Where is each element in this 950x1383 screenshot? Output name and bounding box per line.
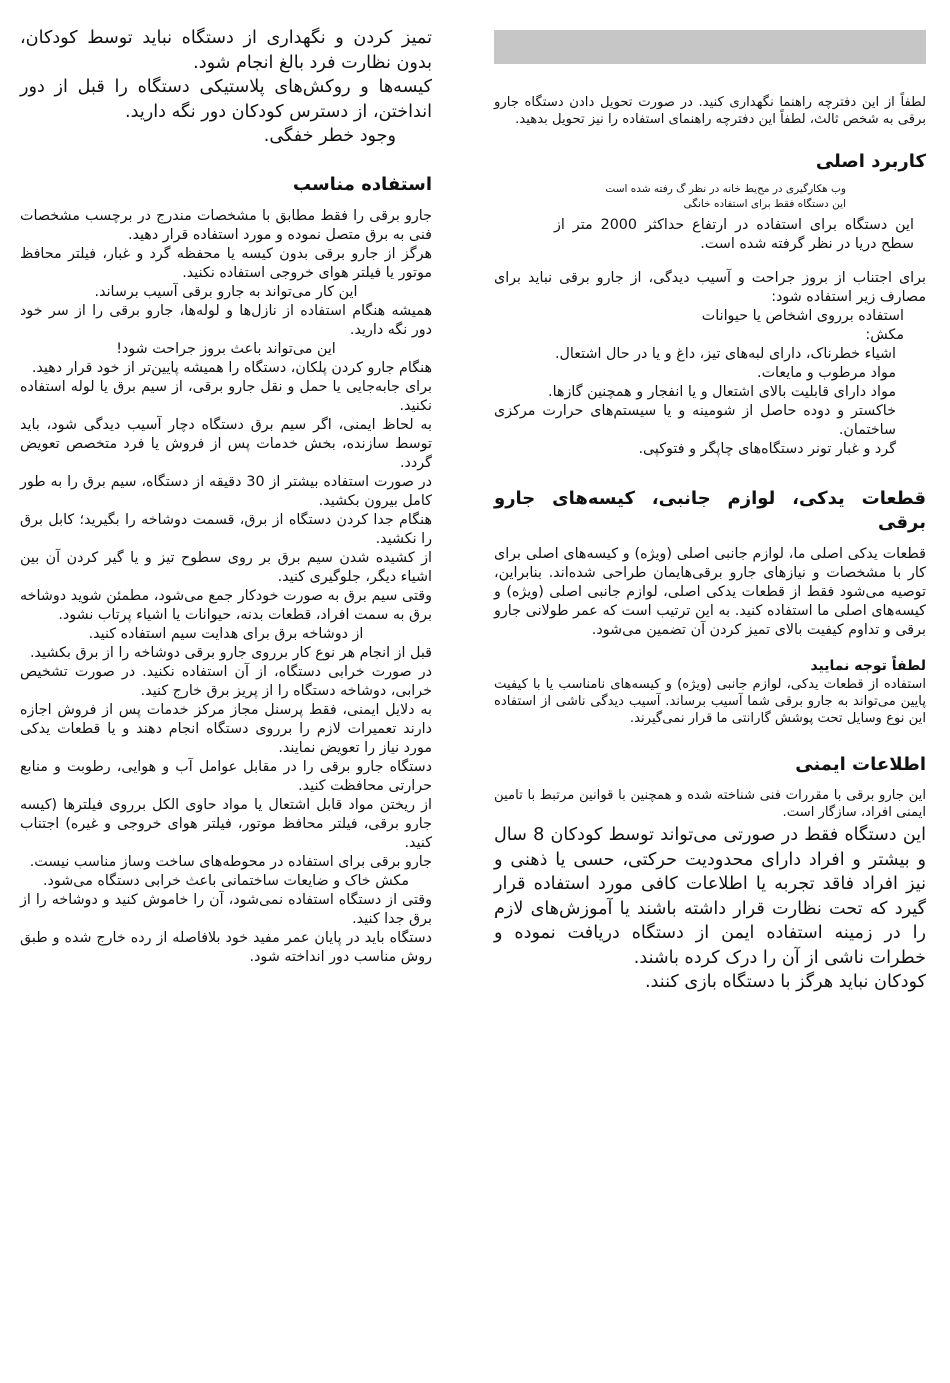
proper-use-item: برای جابه‌جایی یا حمل و نقل جارو برقی، از سیم برق یا لوله استفاده نکنید. <box>20 378 432 414</box>
proper-use-item: وقتی از دستگاه استفاده نمی‌شود، آن را خاموش کنید و دوشاخه را از برق جدا کنید. <box>20 891 432 927</box>
intro-paragraph: لطفاً از این دفترچه راهنما نگهداری کنید. در صورت تحویل دادن دستگاه جارو برقی به شخص ثالث، لطفاً این دفترچه راهنمای استفاده را نیز تحویل بدهید. <box>494 95 926 127</box>
avoid-item: مواد مرطوب و مایعات. <box>757 365 896 381</box>
spare-parts-heading: قطعات یدکی، لوازم جانبی، کیسه‌های جارو برقی <box>494 488 926 533</box>
left-column <box>20 26 432 967</box>
proper-use-item: این کار می‌تواند به جارو برقی آسیب برساند. <box>94 283 358 300</box>
supervision-line: تمیز کردن و نگهداری از دستگاه نباید توسط کودکان، بدون نظارت فرد بالغ انجام شود. <box>20 28 432 73</box>
proper-use-item: به لحاظ ایمنی، اگر سیم برق دستگاه دچار آسیب دیدگی شود، باید توسط سازنده، بخش خدمات پس از فروش یا فرد متخصص تعویض گردد. <box>20 416 432 471</box>
proper-use-item: در صورت استفاده بیشتر از 30 دقیقه از دستگاه، سیم برق را به طور کامل بیرون بکشید. <box>20 473 432 509</box>
safety-heading: اطلاعات ایمنی <box>795 754 926 775</box>
proper-use-item: هنگام جدا کردن دستگاه از برق، قسمت دوشاخه را بگیرید؛ کابل برق را نکشید. <box>20 511 432 547</box>
proper-use-item: به دلایل ایمنی، فقط پرسنل مجاز مرکز خدمات پس از فروش اجازه دارند تعمیرات لازم را برروی دستگاه انجام دهند و یا قطعات یدکی مورد نیاز را تعویض نمایند. <box>20 701 432 756</box>
avoid-item: مکش: <box>865 327 904 343</box>
avoid-item: مواد دارای قابلیت بالای اشتعال و یا انفجار و همچنین گازها. <box>548 384 896 400</box>
proper-use-item: جارو برقی را فقط مطابق با مشخصات مندرج در برچسب مشخصات فنی به برق متصل نموده و مورد استفاده قرار دهید. <box>20 207 432 243</box>
proper-use-item: این می‌تواند باعث بروز جراحت شود! <box>116 340 336 357</box>
avoid-list <box>494 307 926 459</box>
safety-intro: این جارو برقی با مقررات فنی شناخته شده و همچنین با قوانین مرتبط با تامین ایمنی افراد، سازگار است. <box>494 788 926 820</box>
proper-use-item: جارو برقی برای استفاده در محوطه‌های ساخت وساز مناسب نیست. <box>29 853 432 870</box>
proper-use-heading: استفاده مناسب <box>292 173 432 195</box>
altitude-paragraph: این دستگاه برای استفاده در ارتفاع حداکثر 2000 متر از سطح دریا در نظر گرفته شده است. <box>554 217 915 252</box>
proper-use-item: از دوشاخه برق برای هدایت سیم استفاده کنید. <box>88 625 364 642</box>
main-use-heading: کاربرد اصلی <box>815 151 926 172</box>
proper-use-item: در صورت خرابی دستگاه، از آن استفاده نکنید. در صورت تشخیص خرابی، دوشاخه دستگاه را از پریز برق خارج کنید. <box>20 663 432 699</box>
proper-use-item: از ریختن مواد قابل اشتعال یا مواد حاوی الکل برروی فیلترها (کیسه جارو برقی، فیلتر محافظ موتور، فیلتر هوای خروجی و غیره) اجتناب کنید. <box>20 796 432 851</box>
proper-use-list <box>20 207 432 967</box>
avoid-item: گرد و غبار تونر دستگاه‌های چاپگر و فتوکپی. <box>638 441 896 457</box>
small-line-2: این دستگاه فقط برای استفاده خانگی <box>683 198 846 210</box>
avoid-item: استفاده برروی اشخاص یا حیوانات <box>701 308 904 324</box>
header-bar <box>494 30 926 64</box>
main-use-small-text <box>494 182 926 212</box>
proper-use-item: از کشیده شدن سیم برق بر روی سطوح تیز و یا گیر کردن آن بین اشیاء دیگر، جلوگیری کنید. <box>20 549 432 585</box>
proper-use-item: هنگام جارو کردن پلکان، دستگاه را همیشه پایین‌تر از خود قرار دهید. <box>31 359 432 376</box>
proper-use-item: مکش خاک و ضایعات ساختمانی باعث خرابی دستگاه می‌شود. <box>43 872 409 889</box>
avoid-intro: برای اجتناب از بروز جراحت و آسیب دیدگی، از جارو برقی نباید برای مصارف زیر استفاده شود: <box>494 270 926 305</box>
proper-use-item: همیشه هنگام استفاده از نازل‌ها و لوله‌ها، جارو برقی را از سر خود دور نگه دارید. <box>20 302 432 338</box>
proper-use-item: دستگاه باید در پایان عمر مفید خود بلافاصله از رده خارج شده و طبق روش مناسب دور انداخته شود. <box>20 929 432 965</box>
suffocation-line: وجود خطر خفگی. <box>263 126 396 146</box>
no-play-line: کودکان نباید هرگز با دستگاه بازی کنند. <box>644 972 926 992</box>
proper-use-item: وقتی سیم برق به صورت خودکار جمع می‌شود، مطمئن شوید دوشاخه برق به سمت افراد، قطعات بدنه، حیوانات یا اشیاء پرتاب نشود. <box>20 587 432 623</box>
small-line-1: وب هکارگیری در مح‌یط خانه در نظر گ رفته شده است <box>605 183 846 195</box>
proper-use-item: قبل از انجام هر نوع کار برروی جارو برقی دوشاخه را از برق بکشید. <box>29 644 432 661</box>
plastic-bags-line: کیسه‌ها و روکش‌های پلاستیکی دستگاه را قبل از دور انداختن، از دسترس کودکان دور نگه دارید. <box>20 77 432 122</box>
note-body: استفاده از قطعات یدکی، لوازم جانبی (ویژه) و کیسه‌های نامناسب یا با کیفیت پایین می‌تواند به جارو برقی شما آسیب برساند. آسیب دیدگی ناشی از استفاده این نوع وسایل تحت پوشش گارانتی ما قرار نمی‌گیرند. <box>494 677 926 726</box>
proper-use-item: هرگز از جارو برقی بدون کیسه یا محفظه گرد و غبار، فیلتر محافظ موتور یا فیلتر هوای خروجی استفاده نکنید. <box>20 245 432 281</box>
right-column <box>494 30 926 995</box>
proper-use-item: دستگاه جارو برقی را در مقابل عوامل آب و هوایی، رطوبت و منابع حرارتی محافظت کنید. <box>20 758 432 794</box>
children-paragraph: این دستگاه فقط در صورتی می‌تواند توسط کودکان 8 سال و بیشتر و افراد دارای محدودیت حرکتی، حسی یا ذهنی و نیز افراد فاقد تجربه یا اطلاعات کافی مورد استفاده قرار گیرد که تحت نظارت قرار داشته باشند یا آموزش‌های لازم را در زمینه استفاده ایمن از دستگاه دریافت نموده و خطرات ناشی از آن را درک کرده باشند. <box>494 825 926 968</box>
note-heading: لطفاً توجه نمایید <box>810 658 926 674</box>
avoid-item: خاکستر و دوده حاصل از شومینه و یا سیستم‌های حرارت مرکزی ساختمان. <box>494 403 896 438</box>
avoid-item: اشیاء خطرناک، دارای لبه‌های تیز، داغ و یا در حال اشتعال. <box>554 346 896 362</box>
spare-parts-body: قطعات یدکی اصلی ما، لوازم جانبی اصلی (ویژه) و کیسه‌های اصلی برای کار با مشخصات و نیازهای جارو برقی‌هایمان طراحی شده‌اند. بنابراین، توصیه می‌شود فقط از قطعات یدکی اصلی، لوازم جانبی اصلی (ویژه) و کیسه‌های اصلی ما استفاده کنید. به این ترتیب است که عمر طولانی جارو برقی و تداوم کیفیت بالای تمیز کردن آن تضمین می‌شود. <box>494 546 926 638</box>
